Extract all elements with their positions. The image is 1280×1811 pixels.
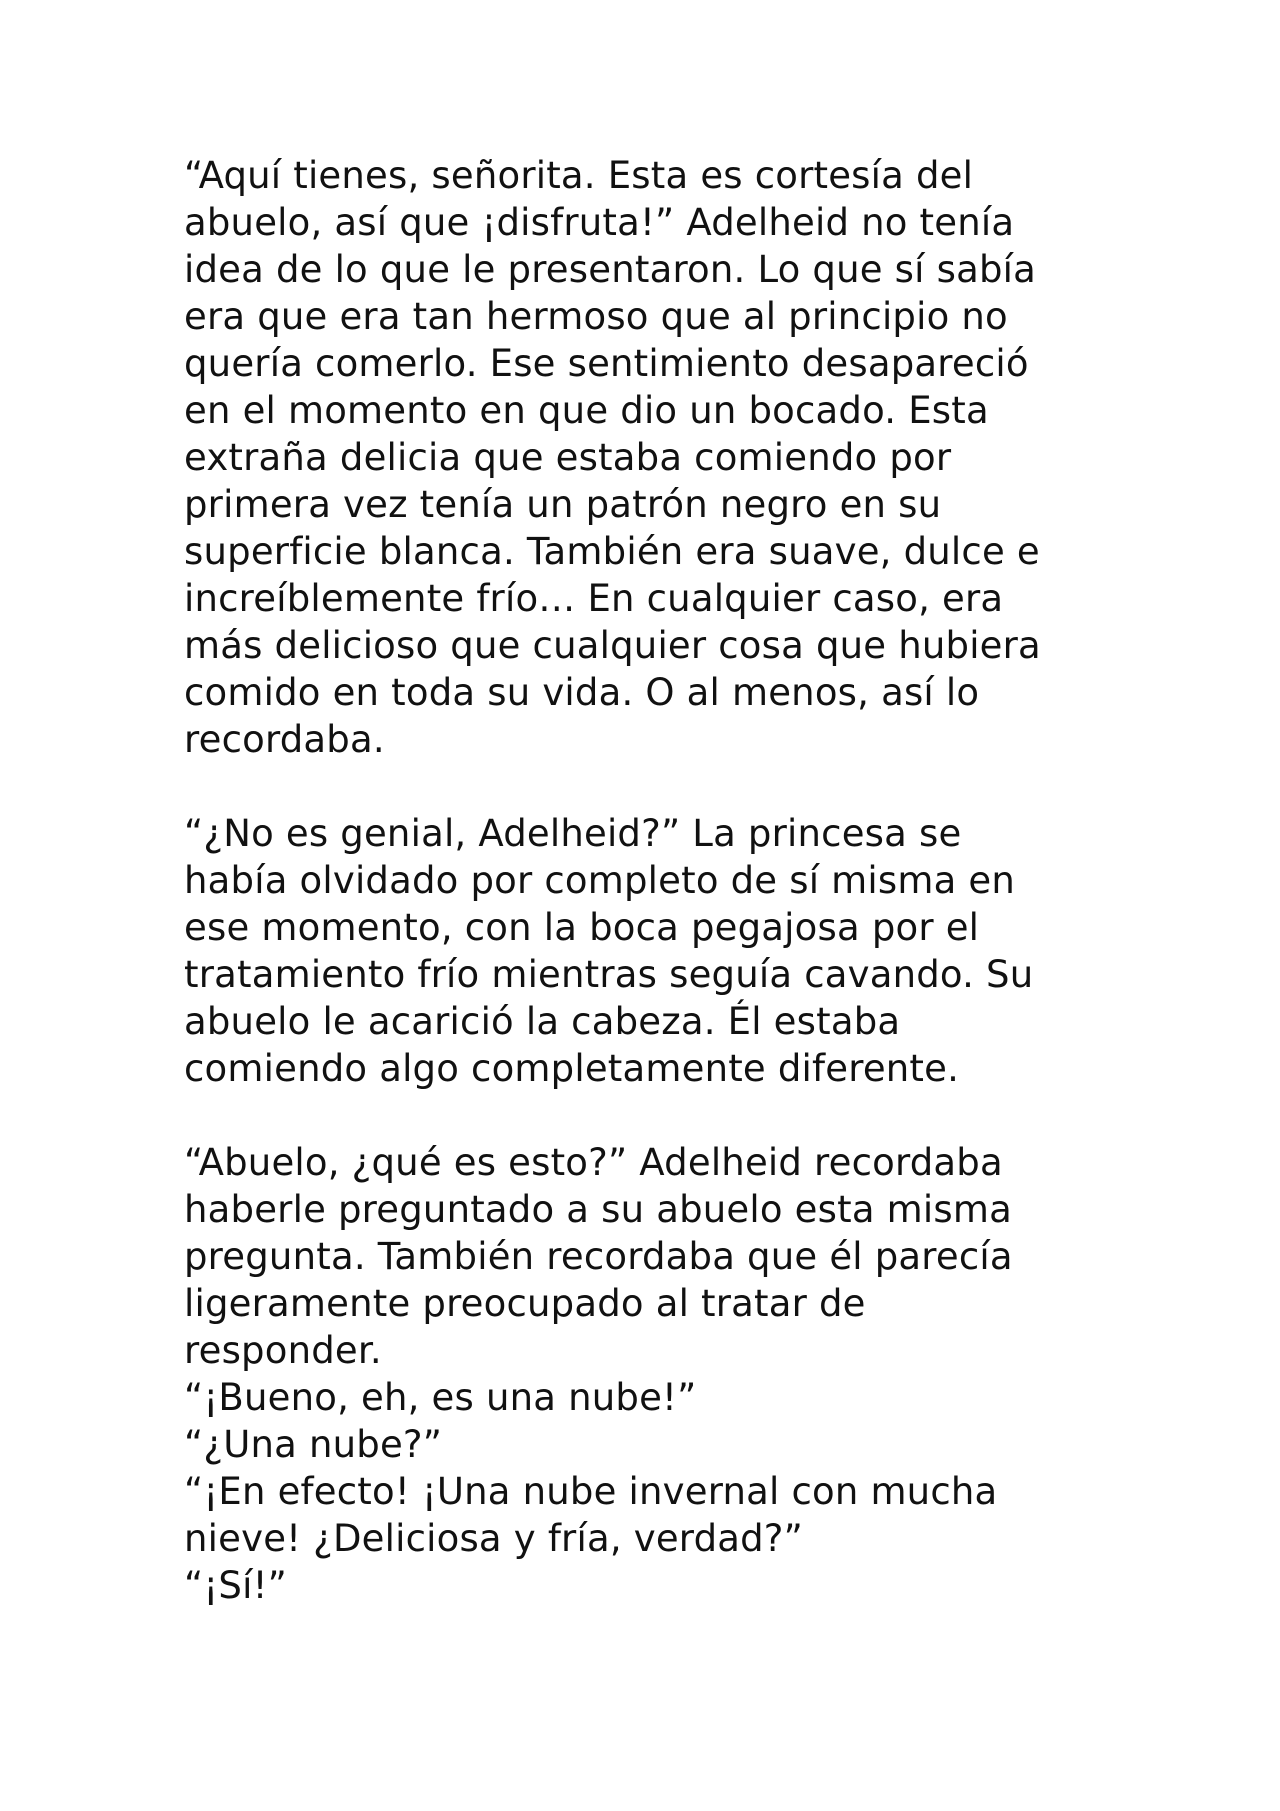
text-line: responder. <box>184 1329 382 1372</box>
dialogue-line: “¡En efecto! ¡Una nube invernal con mucha <box>184 1470 998 1513</box>
text-line: ligeramente preocupado al tratar de <box>184 1282 866 1325</box>
paragraph-1 <box>184 152 1184 763</box>
text-line: tratamiento frío mientras seguía cavando. Su <box>184 953 1034 996</box>
text-line: abuelo le acarició la cabeza. Él estaba <box>184 1000 901 1043</box>
text-line: extraña delicia que estaba comiendo por <box>184 436 952 479</box>
text-line: comido en toda su vida. O al menos, así lo <box>184 671 980 714</box>
paragraph-2 <box>184 810 1184 1092</box>
text-line: ese momento, con la boca pegajosa por el <box>184 906 980 949</box>
dialogue-line: nieve! ¿Deliciosa y fría, verdad?” <box>184 1517 804 1560</box>
paragraph-spacer <box>184 1092 1184 1139</box>
paragraph-spacer <box>184 763 1184 810</box>
text-line: “Aquí tienes, señorita. Esta es cortesía del <box>184 154 974 197</box>
dialogue-line: “¿Una nube?” <box>184 1423 443 1466</box>
text-line: “¿No es genial, Adelheid?” La princesa se <box>184 812 962 855</box>
text-line: idea de lo que le presentaron. Lo que sí sabía <box>184 248 1036 291</box>
text-line: en el momento en que dio un bocado. Esta <box>184 389 989 432</box>
text-line: recordaba. <box>184 718 385 761</box>
story-text <box>184 152 1184 1609</box>
text-line: más delicioso que cualquier cosa que hubiera <box>184 624 1041 667</box>
text-line: superficie blanca. También era suave, dulce e <box>184 530 1040 573</box>
text-line: primera vez tenía un patrón negro en su <box>184 483 942 526</box>
text-line: abuelo, así que ¡disfruta!” Adelheid no tenía <box>184 201 1015 244</box>
text-line: era que era tan hermoso que al principio no <box>184 295 1008 338</box>
text-line: había olvidado por completo de sí misma en <box>184 859 1016 902</box>
dialogue-line: “¡Sí!” <box>184 1564 287 1607</box>
text-line: haberle preguntado a su abuelo esta misma <box>184 1188 1012 1231</box>
text-line: “Abuelo, ¿qué es esto?” Adelheid recordaba <box>184 1141 1003 1184</box>
dialogue-line: “¡Bueno, eh, es una nube!” <box>184 1376 697 1419</box>
paragraph-3 <box>184 1139 1184 1609</box>
text-line: quería comerlo. Ese sentimiento desapareció <box>184 342 1029 385</box>
text-line: comiendo algo completamente diferente. <box>184 1047 960 1090</box>
text-line: increíblemente frío… En cualquier caso, era <box>184 577 1004 620</box>
text-line: pregunta. También recordaba que él parecía <box>184 1235 1013 1278</box>
